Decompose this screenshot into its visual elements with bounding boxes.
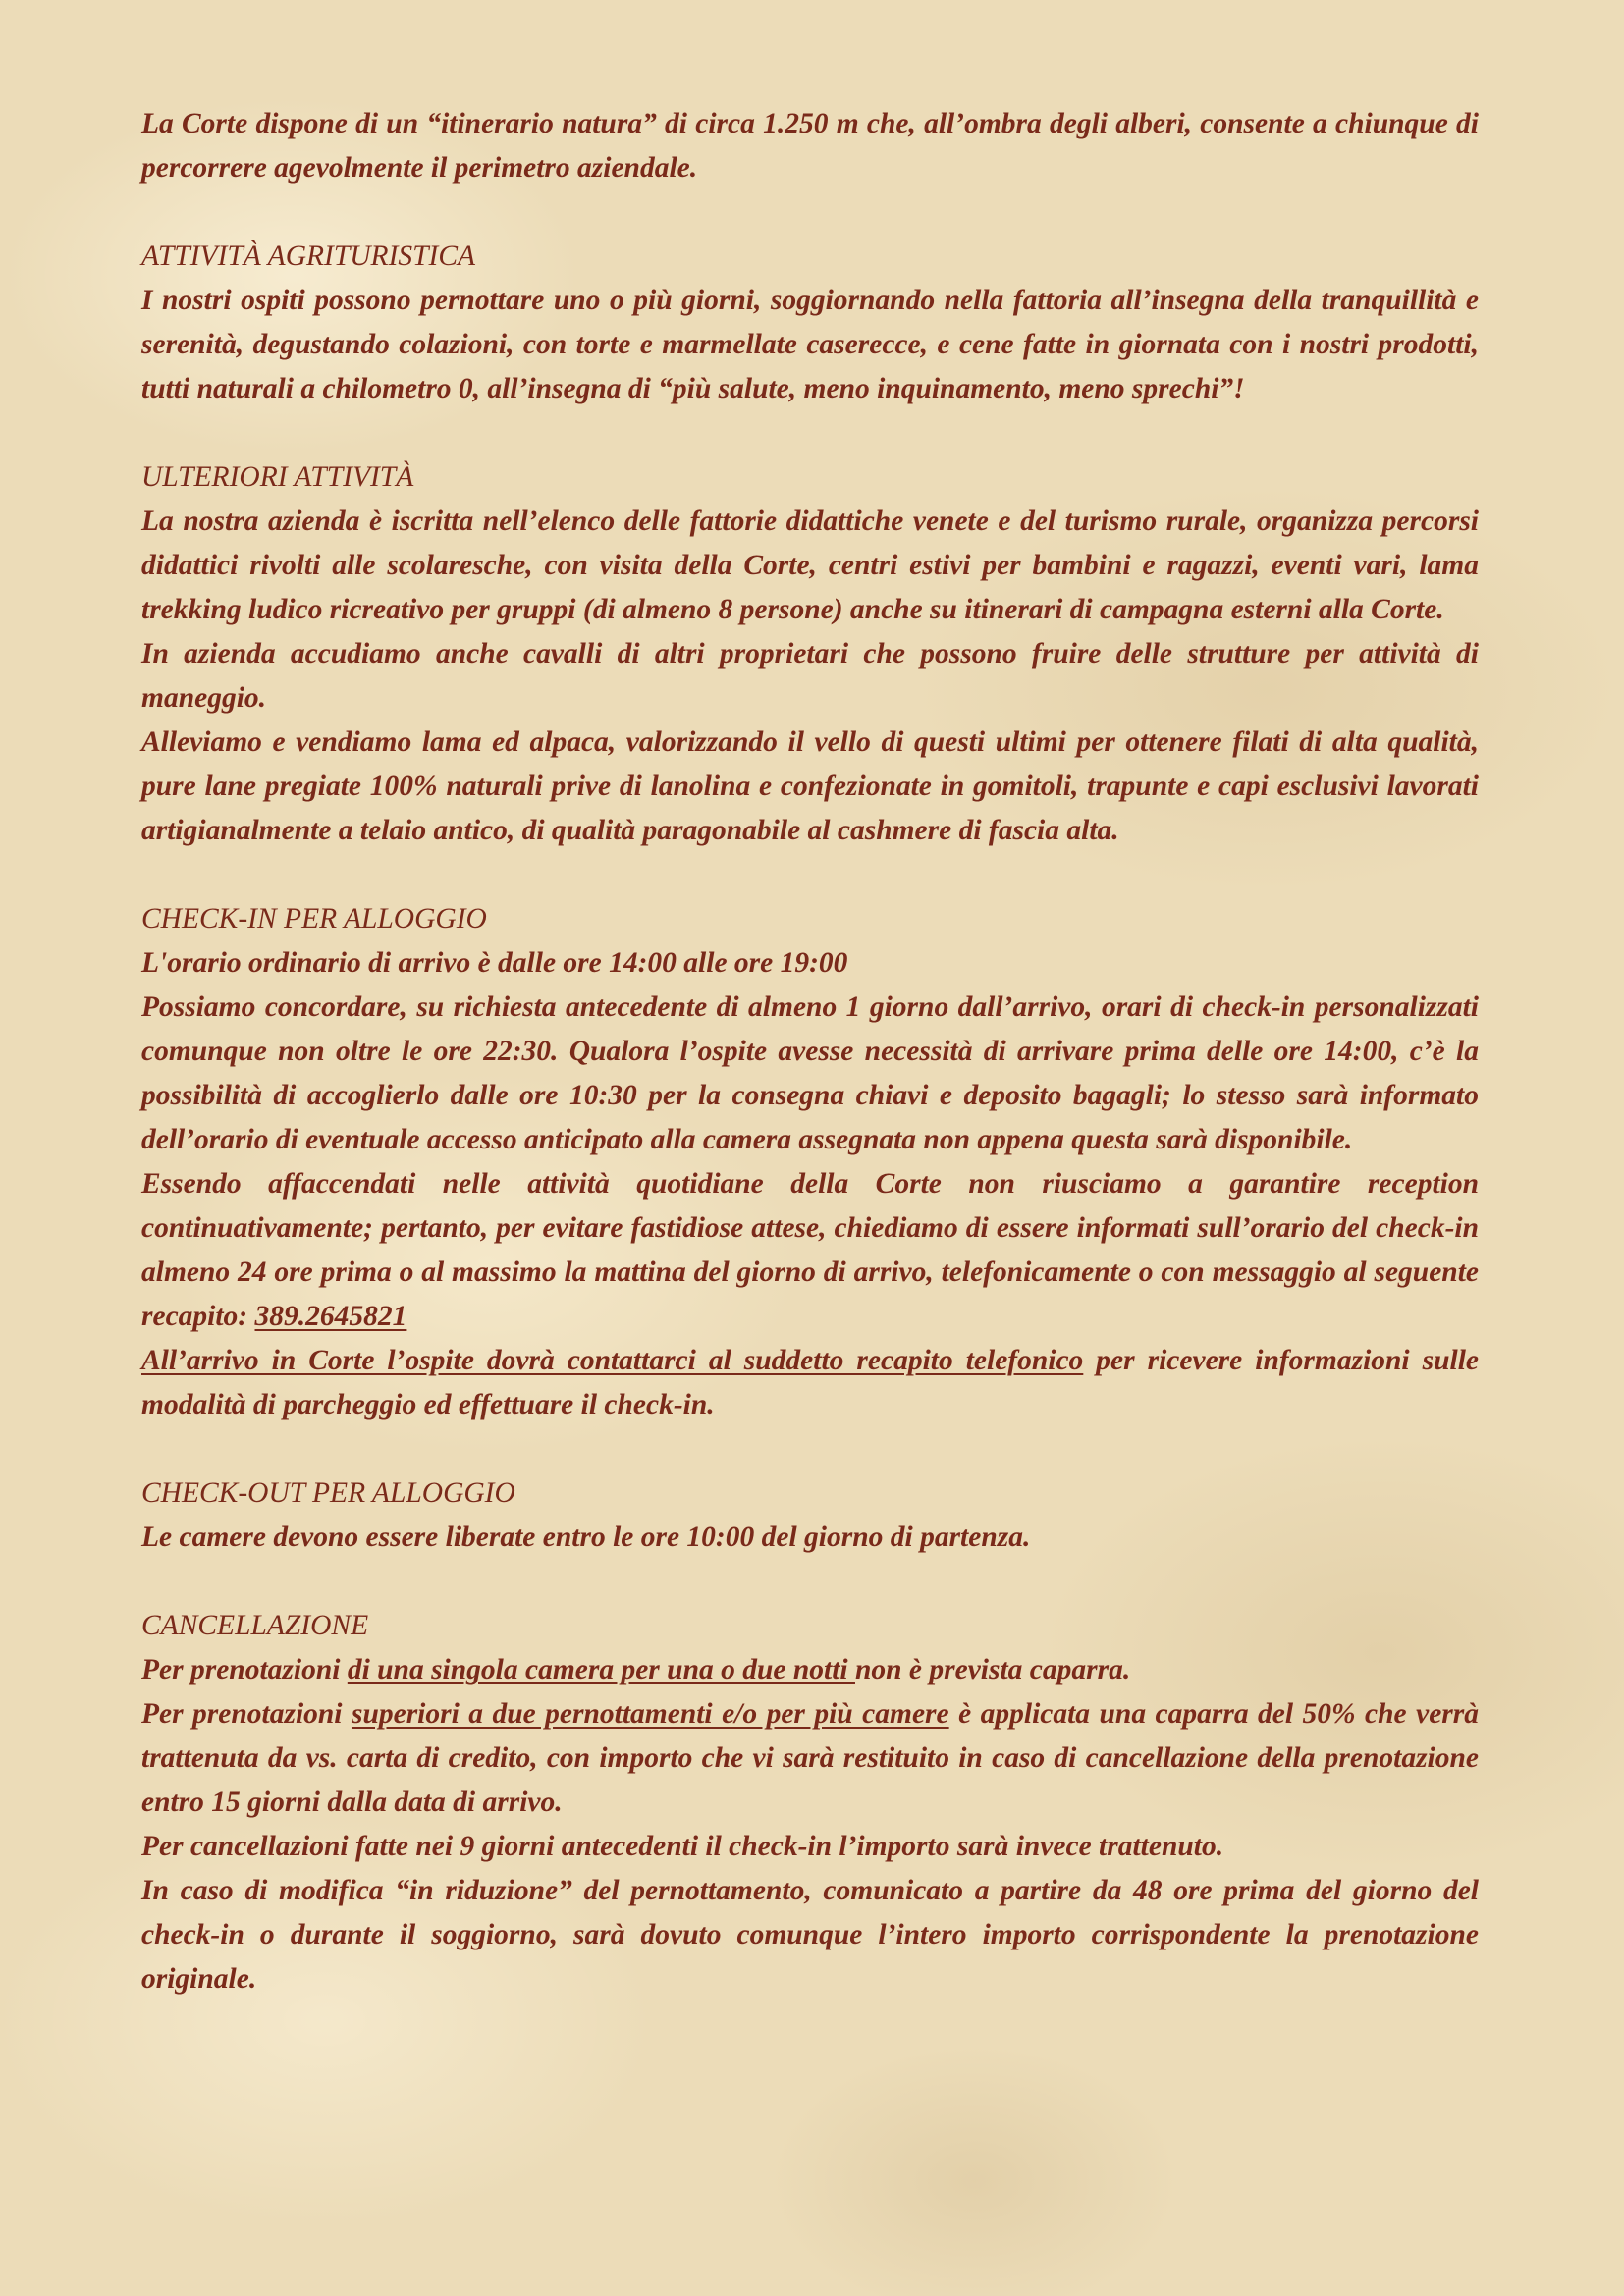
cancellazione-paragraph-3: Per cancellazioni fatte nei 9 giorni antecedenti il check-in l’importo sarà invece trattenuto.	[141, 1831, 1224, 1862]
section-gap	[141, 190, 1479, 235]
document-body	[141, 102, 1479, 2002]
cancellazione-paragraph-1	[141, 1648, 1479, 1692]
cancellazione-p1-end: non è prevista caparra.	[854, 1654, 1131, 1685]
ulteriori-paragraph-2: In azienda accudiamo anche cavalli di altri proprietari che possono fruire delle strutture per attività di maneggio.	[141, 638, 1479, 714]
section-heading-cancellazione: CANCELLAZIONE	[141, 1610, 369, 1641]
cancellazione-section	[141, 1604, 1479, 2002]
section-heading-checkout: CHECK-OUT PER ALLOGGIO	[141, 1477, 515, 1509]
intro-paragraph: La Corte dispone di un “itinerario natura” di circa 1.250 m che, all’ombra degli alberi, consente a chiunque di percorrere agevolmente il perimetro aziendale.	[141, 108, 1479, 184]
section-gap	[141, 1427, 1479, 1471]
cancellazione-p2-start: Per prenotazioni	[141, 1698, 352, 1730]
section-heading-agriturismo: ATTIVITÀ AGRITURISTICA	[141, 240, 476, 272]
checkin-paragraph-1: L'orario ordinario di arrivo è dalle ore 14:00 alle ore 19:00	[141, 947, 848, 979]
ulteriori-paragraph-1: La nostra azienda è iscritta nell’elenco delle fattorie didattiche venete e del turismo rurale, organizza percorsi didattici rivolti alle scolaresche, con visita della Corte, centri estivi per bambini e ragazzi, eventi vari, lama trekking ludico ricreativo per gruppi (di almeno 8 persone) anche su itinerari di campagna esterni alla Corte.	[141, 506, 1479, 625]
checkout-section	[141, 1471, 1479, 1560]
section-gap	[141, 1560, 1479, 1604]
checkin-paragraph-3	[141, 1162, 1479, 1339]
checkin-section	[141, 897, 1479, 1427]
section-gap	[141, 411, 1479, 455]
checkin-paragraph-2: Possiamo concordare, su richiesta antecedente di almeno 1 giorno dall’arrivo, orari di check-in personalizzati comunque non oltre le ore 22:30. Qualora l’ospite avesse necessità di arrivare prima delle ore 14:00, c’è la possibilità di accoglierlo dalle ore 10:30 per la consegna chiavi e deposito bagagli; lo stesso sarà informato dell’orario di eventuale accesso anticipato alla camera assegnata non appena questa sarà disponibile.	[141, 991, 1479, 1155]
phone-number: 389.2645821	[254, 1301, 407, 1332]
cancellazione-p1-underlined: di una singola camera per una o due notti	[347, 1654, 855, 1685]
cancellazione-paragraph-2	[141, 1692, 1479, 1825]
cancellazione-p2-underlined: superiori a due pernottamenti e/o per più camere	[351, 1698, 949, 1730]
checkin-paragraph-4	[141, 1339, 1479, 1427]
intro-section	[141, 102, 1479, 190]
section-gap	[141, 853, 1479, 897]
ulteriori-section	[141, 455, 1479, 853]
agriturismo-paragraph: I nostri ospiti possono pernottare uno o più giorni, soggiornando nella fattoria all’insegna della tranquillità e serenità, degustando colazioni, con torte e marmellate caserecce, e cene fatte in giornata con i nostri prodotti, tutti naturali a chilometro 0, all’insegna di “più salute, meno inquinamento, meno sprechi”!	[141, 285, 1479, 404]
cancellazione-p2-end: è applicata una caparra del 50% che verrà trattenuta da vs. carta di credito, con importo che vi sarà restituito in caso di cancellazione della prenotazione entro 15 giorni dalla data di arrivo.	[141, 1698, 1480, 1818]
ulteriori-paragraph-3: Alleviamo e vendiamo lama ed alpaca, valorizzando il vello di questi ultimi per ottenere filati di alta qualità, pure lane pregiate 100% naturali prive di lanolina e confezionate in gomitoli, trapunte e capi esclusivi lavorati artigianalmente a telaio antico, di qualità paragonabile al cashmere di fascia alta.	[141, 726, 1479, 846]
section-heading-checkin: CHECK-IN PER ALLOGGIO	[141, 903, 487, 934]
cancellazione-p1-start: Per prenotazioni	[141, 1654, 348, 1685]
checkin-paragraph-3-text: Essendo affaccendati nelle attività quotidiane della Corte non riusciamo a garantire reception continuativamente; pertanto, per evitare fastidiose attese, chiediamo di essere informati sull’orario del check-in almeno 24 ore prima o al massimo la mattina del giorno di arrivo, telefonicamente o con messaggio al seguente recapito:	[141, 1168, 1479, 1332]
cancellazione-paragraph-4: In caso di modifica “in riduzione” del pernottamento, comunicato a partire da 48 ore prima del giorno del check-in o durante il soggiorno, sarà dovuto comunque l’intero importo corrispondente la prenotazione originale.	[141, 1875, 1479, 1995]
agriturismo-section	[141, 235, 1479, 411]
checkin-paragraph-4-rest: per ricevere informazioni sulle modalità di parcheggio ed effettuare il check-in.	[141, 1345, 1479, 1420]
checkout-paragraph: Le camere devono essere liberate entro le ore 10:00 del giorno di partenza.	[141, 1522, 1031, 1553]
checkin-arrival-note: All’arrivo in Corte l’ospite dovrà contattarci al suddetto recapito telefonico	[141, 1345, 1084, 1376]
section-heading-ulteriori: ULTERIORI ATTIVITÀ	[141, 461, 414, 493]
